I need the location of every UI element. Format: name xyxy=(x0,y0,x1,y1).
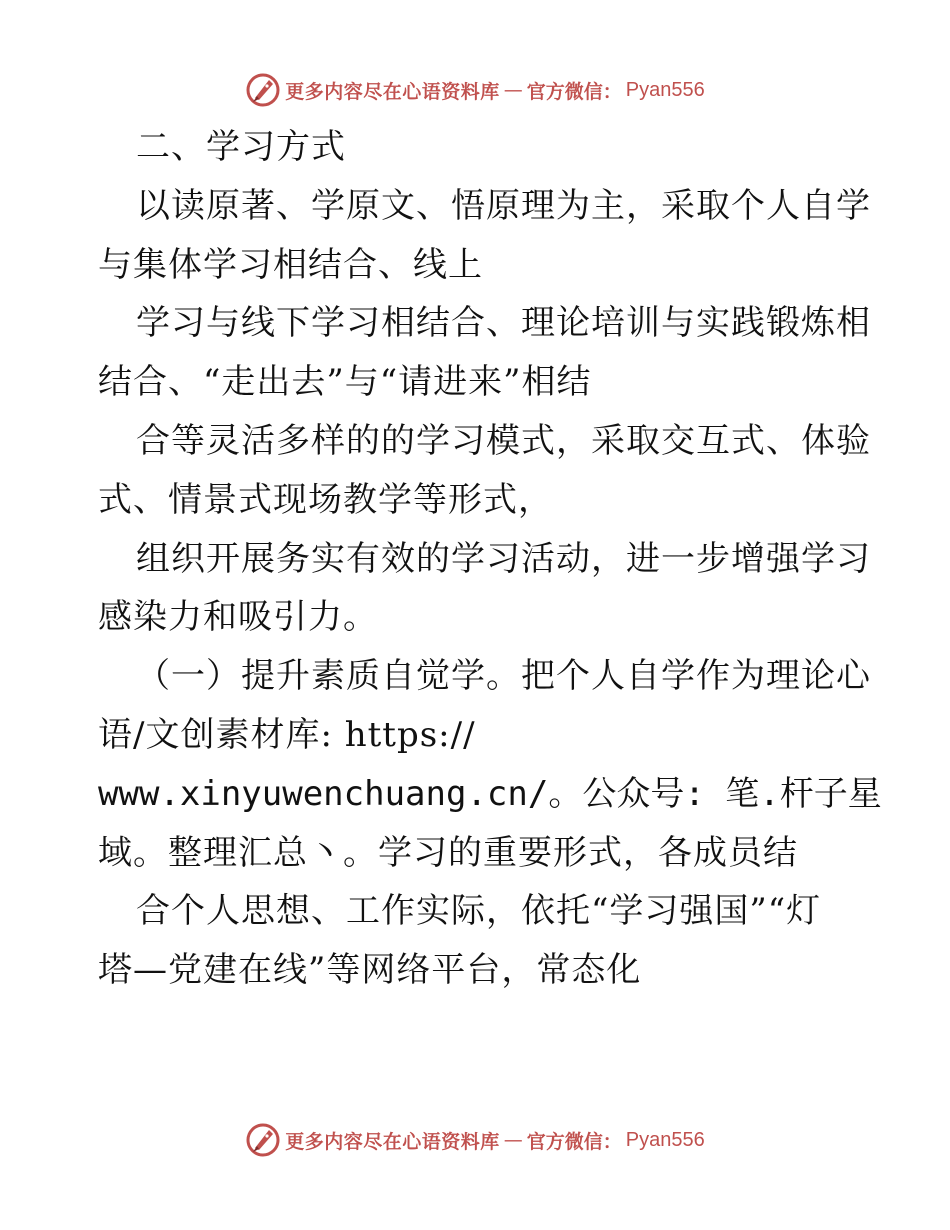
paragraph-line: 域。整理汇总丶。学习的重要形式，各成员结 xyxy=(98,832,798,873)
paragraph-line: 以读原著、学原文、悟原理为主，采取个人自学 xyxy=(136,185,871,226)
banner-text: 更多内容尽在心语资料库 xyxy=(285,80,500,103)
paragraph-line: 塔—党建在线”等网络平台，常态化 xyxy=(98,950,642,991)
banner-text: 更多内容尽在心语资料库 xyxy=(285,1130,500,1153)
paragraph-line: 组织开展务实有效的学习活动，进一步增强学习 xyxy=(136,538,871,579)
paragraph-line: 感染力和吸引力。 xyxy=(98,597,378,638)
banner-dash: — xyxy=(503,1129,523,1151)
pen-nib-logo-icon xyxy=(245,1122,281,1158)
paragraph-line: 合等灵活多样的的学习模式，采取交互式、体验 xyxy=(136,420,871,461)
header-banner xyxy=(0,70,950,110)
banner-wechat-label: 官方微信： xyxy=(526,80,622,103)
paragraph-line: www.xinyuwenchuang.cn/。公众号: 笔.杆子星 xyxy=(98,773,882,814)
paragraph-line: 式、情景式现场教学等形式， xyxy=(98,479,553,520)
document-body xyxy=(98,118,882,1000)
pen-nib-logo-icon xyxy=(245,72,281,108)
banner-wechat-label: 官方微信： xyxy=(526,1130,622,1153)
paragraph-line: 与集体学习相结合、线上 xyxy=(98,244,483,285)
section-heading: 二、学习方式 xyxy=(136,127,346,167)
banner-wechat-id: Pyan556 xyxy=(625,1128,705,1151)
paragraph-line: 语/文创素材库: https:// xyxy=(98,714,476,755)
paragraph-line: 学习与线下学习相结合、理论培训与实践锻炼相 xyxy=(136,303,871,344)
banner-dash: — xyxy=(503,79,523,101)
paragraph-line: 结合、“走出去”与“请进来”相结 xyxy=(98,362,592,403)
banner-wechat-id: Pyan556 xyxy=(625,78,705,101)
paragraph-line: 合个人思想、工作实际，依托“学习强国”“灯 xyxy=(136,891,822,932)
subsection-heading-line: （一）提升素质自觉学。把个人自学作为理论心 xyxy=(136,656,871,697)
footer-banner xyxy=(0,1120,950,1160)
